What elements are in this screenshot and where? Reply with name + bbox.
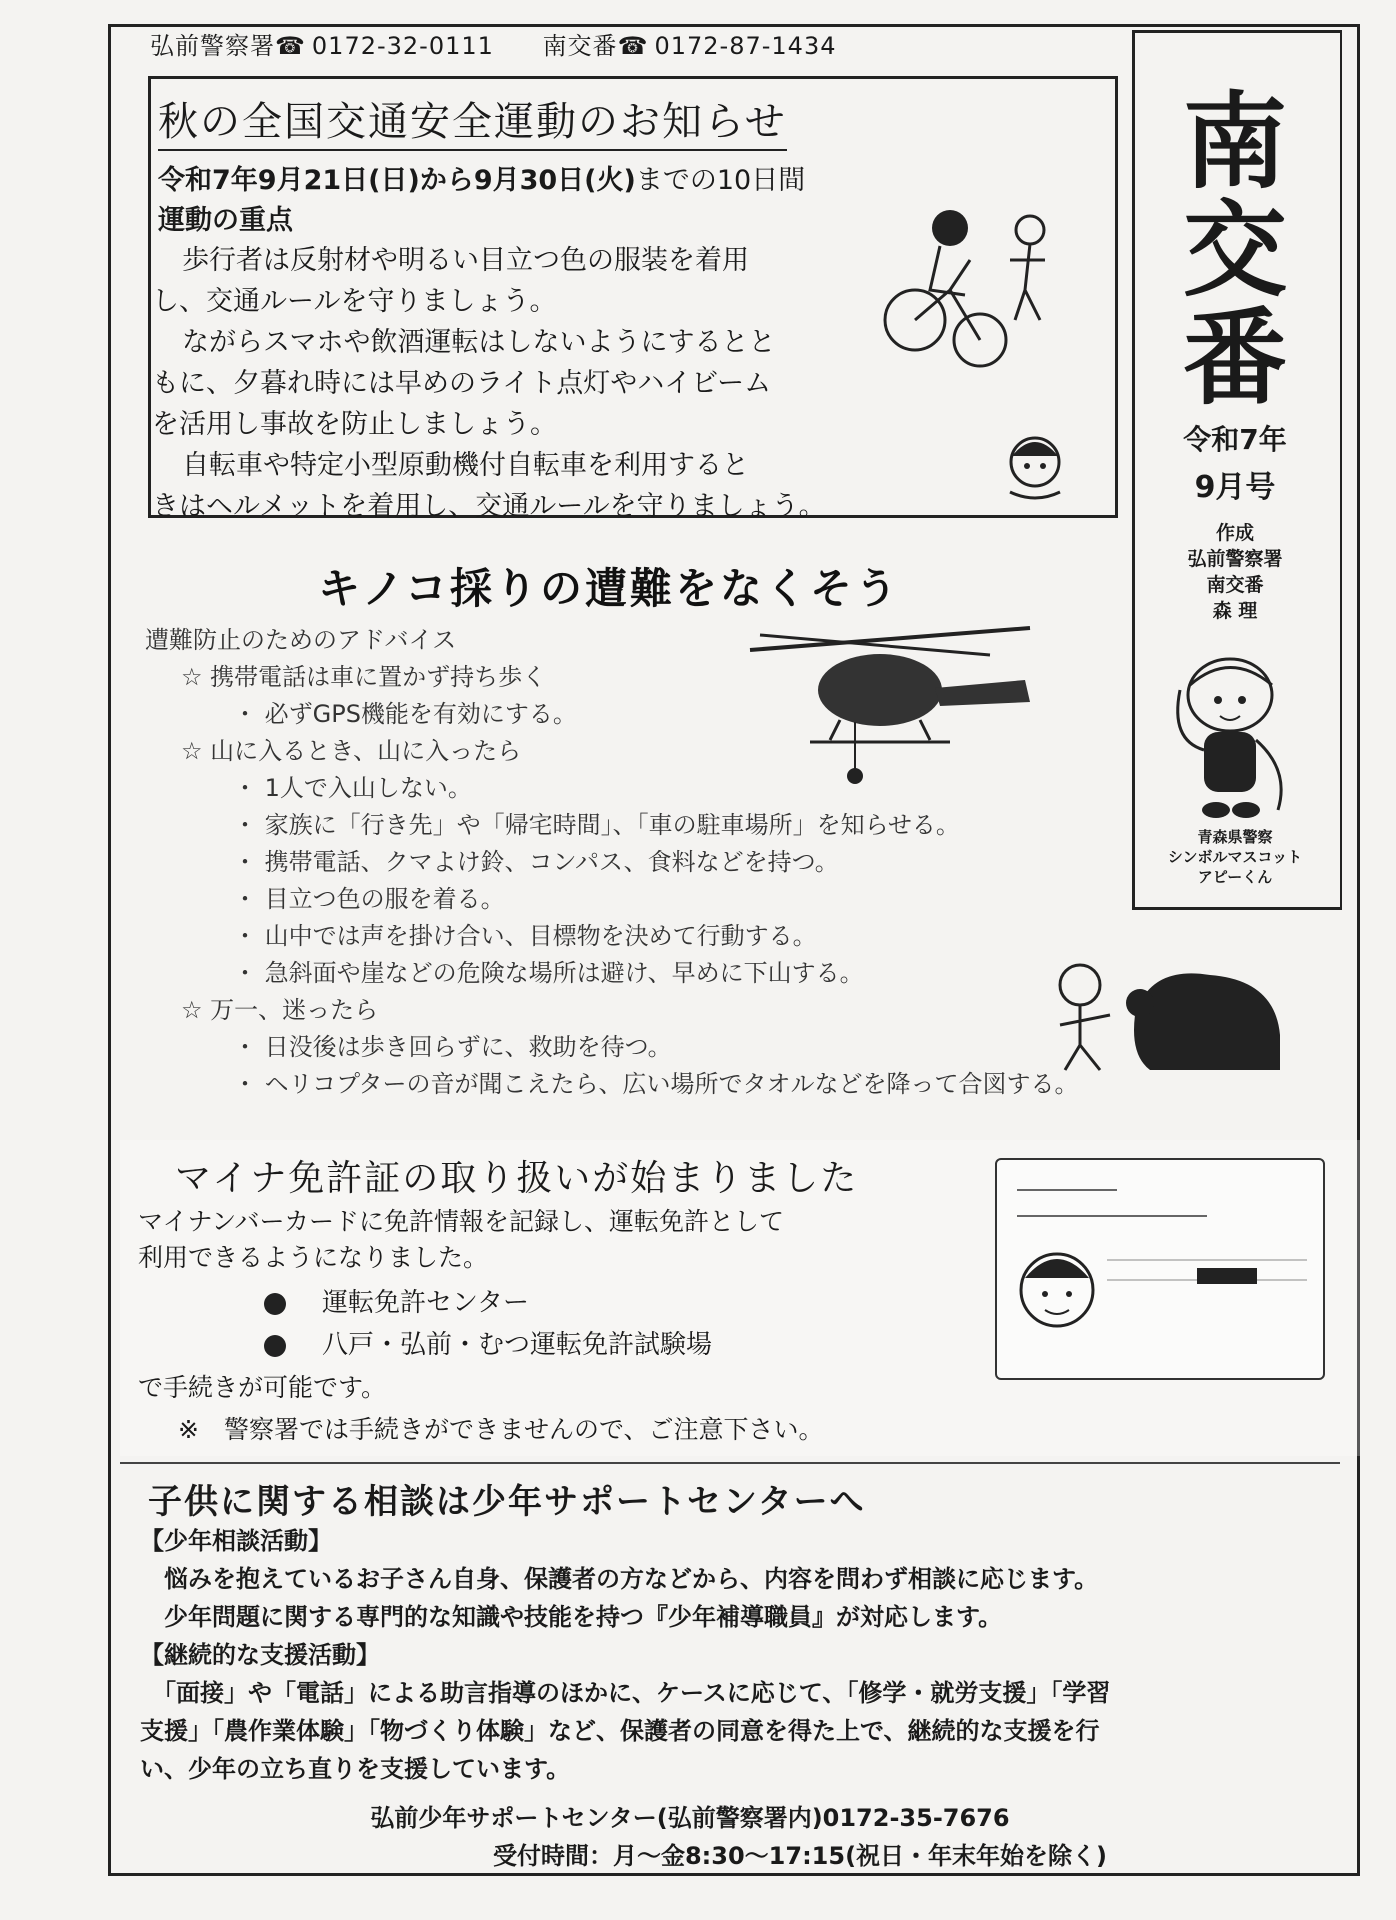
license-place-item [264, 1282, 529, 1319]
youth-support-title: 子供に関する相談は少年サポートセンターへ [148, 1482, 866, 1522]
body-line: い、少年の立ち直りを支援しています。 [140, 1755, 571, 1783]
advice-heading: ☆ 万一、迷ったら [181, 996, 379, 1024]
advice-item: ・ 家族に「行き先」や「帰宅時間」、「車の駐車場所」を知らせる。 [233, 811, 960, 839]
mascot-caption-line: シンボルマスコット [1167, 848, 1303, 866]
paragraph-line: もに、夕暮れ時には早めのライト点灯やハイビーム [152, 368, 772, 399]
card-illustration [997, 1160, 1323, 1378]
mynumber-note: ※ 警察署では手続きができませんので、ご注意下さい。 [178, 1415, 824, 1444]
paragraph-line: ながらスマホや飲酒運転はしないようにするとと [182, 327, 776, 358]
license-place-item [264, 1324, 712, 1361]
mascot-caption-line: 青森県警察 [1197, 828, 1273, 846]
mynumber-title: マイナ免許証の取り扱いが始まりました [175, 1158, 859, 1199]
mushroom-title: キノコ採りの遭難をなくそう [318, 564, 901, 613]
masthead-char: 番 [1182, 296, 1287, 419]
bullet-icon [264, 1293, 286, 1315]
masthead-title [1150, 80, 1320, 419]
author-line: 森 理 [1212, 600, 1258, 622]
advice-item: ・ 山中では声を掛け合い、目標物を決めて行動する。 [233, 922, 817, 950]
place-name: 八戸・弘前・むつ運転免許試験場 [322, 1330, 713, 1360]
focus-paragraph [152, 240, 872, 322]
mynumber-description [138, 1204, 784, 1276]
mascot-illustration [1160, 650, 1300, 830]
mynumber-card-image [995, 1158, 1325, 1380]
advice-item: ・ 目立つ色の服を着る。 [233, 885, 505, 913]
support-center-contact: 弘前少年サポートセンター(弘前警察署内)0172-35-7676 [370, 1804, 1010, 1832]
mascot-caption [1150, 827, 1320, 887]
paragraph-line: し、交通ルールを守りましょう。 [152, 286, 557, 317]
bear-and-child-illustration [1040, 955, 1290, 1075]
issue-year: 令和7年 [1183, 423, 1287, 456]
author-line: 作成 [1215, 522, 1254, 544]
advice-heading: ☆ 携帯電話は車に置かず持ち歩く [181, 663, 547, 691]
phone-icon: ☎ [275, 32, 306, 60]
helicopter-illustration [740, 610, 1040, 790]
author-block [1150, 520, 1320, 624]
body-line: 悩みを抱えているお子さん自身、保護者の方などから、内容を問わず相談に応じます。 [140, 1565, 1099, 1593]
campaign-period [158, 158, 805, 197]
paragraph-line: を活用し事故を防止しましょう。 [152, 409, 557, 440]
section-heading: 【少年相談活動】 [140, 1527, 332, 1555]
focus-paragraph [152, 445, 872, 527]
mynumber-line: マイナンバーカードに免許情報を記録し、運転免許として [138, 1207, 785, 1236]
advice-item: ・ ヘリコプターの音が聞こえたら、広い場所でタオルなどを降って合図する。 [233, 1070, 1079, 1098]
paragraph-line: 歩行者は反射材や明るい目立つ色の服装を着用 [182, 245, 749, 276]
advice-item: ・ 日没後は歩き回らずに、救助を待つ。 [233, 1033, 672, 1061]
advice-heading: ☆ 山に入るとき、山に入ったら [181, 737, 522, 765]
body-line: 「面接」や「電話」による助言指導のほかに、ケースに応じて、「修学・就労支援」「学習 [140, 1679, 1111, 1707]
traffic-safety-title: 秋の全国交通安全運動のお知らせ [158, 90, 787, 151]
place-name: 運転免許センター [322, 1288, 529, 1318]
bullet-icon [264, 1335, 286, 1357]
body-line: 支援」「農作業体験」「物づくり体験」など、保護者の同意を得た上で、継続的な支援を行 [140, 1717, 1100, 1745]
masthead-char: 南 [1182, 80, 1287, 203]
station-phone: 0172-32-0111 [311, 32, 494, 60]
section-heading: 【継続的な支援活動】 [140, 1641, 380, 1669]
mynumber-closing: で手続きが可能です。 [138, 1373, 387, 1402]
focus-paragraph [152, 322, 872, 445]
mynumber-line: 利用できるようになりました。 [138, 1243, 489, 1272]
masthead-char: 交 [1182, 188, 1287, 311]
station-name: 弘前警察署 [150, 32, 275, 60]
advice-intro: 遭難防止のためのアドバイス [145, 626, 457, 654]
support-center-hours: 受付時間：月～金8:30～17:15(祝日・年末年始を除く) [492, 1842, 1108, 1870]
child-illustration [1000, 432, 1070, 500]
campaign-dates: 令和7年9月21日(日)から9月30日(火) [158, 165, 636, 196]
mascot-caption-line: アピーくん [1197, 868, 1273, 886]
koban-phone: 0172-87-1434 [654, 32, 837, 60]
campaign-focus-heading: 運動の重点 [158, 205, 293, 236]
header-contacts [150, 26, 876, 61]
campaign-duration: までの10日間 [635, 165, 806, 196]
paragraph-line: 自転車や特定小型原動機付自転車を利用すると [182, 450, 749, 481]
body-line: 少年問題に関する専門的な知識や技能を持つ『少年補導職員』が対応します。 [140, 1603, 1003, 1631]
author-line: 南交番 [1206, 574, 1264, 596]
youth-support-body [140, 1522, 1340, 1788]
cyclist-illustration [870, 200, 1060, 370]
author-line: 弘前警察署 [1187, 548, 1283, 570]
paragraph-line: きはヘルメットを着用し、交通ルールを守りましょう。 [152, 491, 826, 522]
advice-item: ・ 必ずGPS機能を有効にする。 [233, 700, 577, 728]
advice-item: ・ 携帯電話、クマよけ鈴、コンパス、食料などを持つ。 [233, 848, 839, 876]
issue-month: 9月号 [1194, 470, 1276, 505]
advice-item: ・ 1人で入山しない。 [233, 774, 472, 802]
advice-item: ・ 急斜面や崖などの危険な場所は避け、早めに下山する。 [233, 959, 864, 987]
phone-icon: ☎ [617, 32, 649, 60]
koban-name: 南交番 [542, 32, 618, 60]
